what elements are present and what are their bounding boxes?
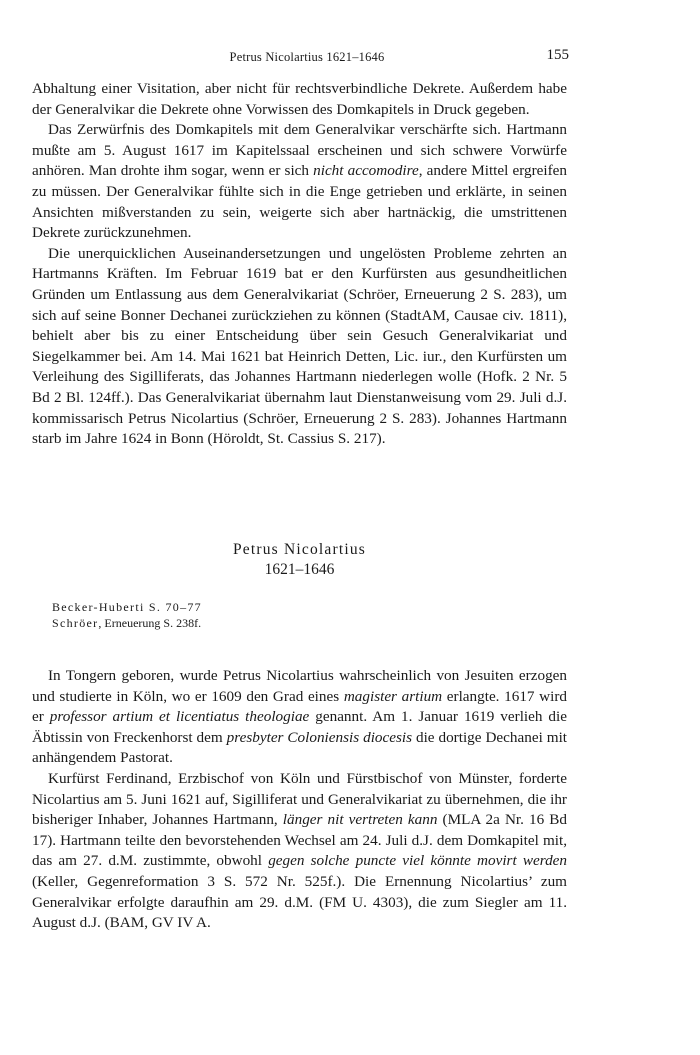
text-run: (Keller, Gegenreformation 3 S. 572 Nr. 525f.). Die Ernennung Nicolartius’ zum Generalvikar erfolgte daraufhin am 29. d.M. (FM U. 4303), die zum Siegler am 11. August d.J. (BAM, GV IV A. [32, 872, 567, 932]
text-run: genannt. Am 1. Januar 1619 verlieh die Äbtissin von Freckenhorst dem [32, 708, 567, 746]
page-number: 155 [546, 47, 569, 63]
italic-text: magister artium [343, 687, 443, 705]
text-block-hartmann [32, 79, 567, 450]
text-run: (MLA 2a Nr. 16 Bd 17). Hartmann teilte den bevorstehenden Wechsel am 24. Juli d.J. dem Domkapitel mit, das am 27. d.M. zustimmte, obwohl [32, 811, 567, 870]
section-heading-years: 1621–1646 [264, 561, 335, 578]
text-run: Das Zerwürfnis des Domkapitels mit dem Generalvikar verschärfte sich. Hartmann mußte am 5. August 1617 im Kapitelssaal erscheinen und sich schwere Vorwürfe anhören. Man drohte ihm sogar, wenn er sich [32, 121, 567, 180]
text-run: Abhaltung einer Visitation, aber nicht für rechtsverbindliche Dekrete. Außerdem habe der Generalvikar die Dekrete ohne Vorwissen des Domkapitels in Druck gegeben. [32, 80, 567, 118]
text-run: die dortige Dechanei mit anhängendem Pastorat. [32, 728, 568, 767]
literature-entry [52, 599, 202, 615]
text-run: In Tongern geboren, wurde Petrus Nicolartius wahrscheinlich von Jesuiten erzogen und studierte in Köln, wo er 1609 den Grad eines [32, 667, 567, 705]
literature-author: Schröer [52, 616, 99, 630]
italic-text: länger nit vertreten kann [282, 811, 438, 829]
literature-entry [52, 615, 202, 631]
literature-list [52, 599, 202, 631]
literature-author: Becker-Huberti [52, 600, 145, 614]
text-run: Kurfürst Ferdinand, Erzbischof von Köln und Fürstbischof von Münster, forderte Nicolartius am 5. Juni 1621 auf, Sigilliferat und Generalvikariat zu übernehmen, die ihr bisheriger Inhaber, Johannes Hartmann, [32, 769, 567, 829]
section-heading [32, 540, 567, 580]
italic-text: presbyter Coloniensis diocesis [226, 728, 413, 746]
paragraph [32, 120, 567, 244]
text-run: erlangte. 1617 wird er [32, 687, 567, 726]
italic-text: professor artium et licentiatus theologiae [49, 708, 310, 726]
text-run: Die unerquicklichen Auseinandersetzungen und ungelösten Probleme zehrten an Hartmanns Kräften. Im Februar 1619 bat er den Kurfürsten aus gesundheitlichen Gründen um Entlassung aus dem Generalvikariat (Schröer, Erneuerung 2 S. 283), um sich auf seine Bonner Dechanei zurückziehen zu können (StadtAM, Causae civ. 1811), behielt aber bis zu einer Entscheidung über sein Gesuch Generalvikariat und Siegelkammer bei. Am 14. Mai 1621 bat Heinrich Detten, Lic. iur., den Kurfürsten um Verleihung des Sigilliferats, das Johannes Hartmann niederlegen wolle (Hofk. 2 Nr. 5 Bd 2 Bl. 124ff.). Das Generalvikariat übernahm laut Dienstanweisung vom 29. Juli d.J. kommissarisch Petrus Nicolartius (Schröer, Erneuerung 2 S. 283). Johannes Hartmann starb im Jahre 1624 in Bonn (Höroldt, St. Cassius S. 217). [32, 244, 567, 448]
paragraph [32, 79, 567, 120]
paragraph [32, 666, 567, 769]
paragraph [32, 244, 567, 450]
italic-text: nicht accomodire [313, 162, 419, 180]
running-head: Petrus Nicolartius 1621–1646 [229, 50, 385, 64]
paragraph [32, 769, 567, 934]
text-block-nicolartius [32, 666, 567, 934]
text-run: , andere Mittel ergreifen zu müssen. Der Generalvikar fühlte sich in die Enge getrieben und erklärte, in seinen Ansichten mißverstanden zu sein, weigerte sich aber hartnäckig, die umstrittenen Dekrete zurückzunehmen. [32, 162, 568, 242]
literature-ref: S. 70–77 [144, 600, 202, 614]
literature-ref: , Erneuerung S. 238f. [98, 616, 202, 630]
italic-text: gegen solche puncte viel könnte movirt werden [268, 852, 568, 870]
section-heading-name: Petrus Nicolartius [232, 541, 367, 558]
